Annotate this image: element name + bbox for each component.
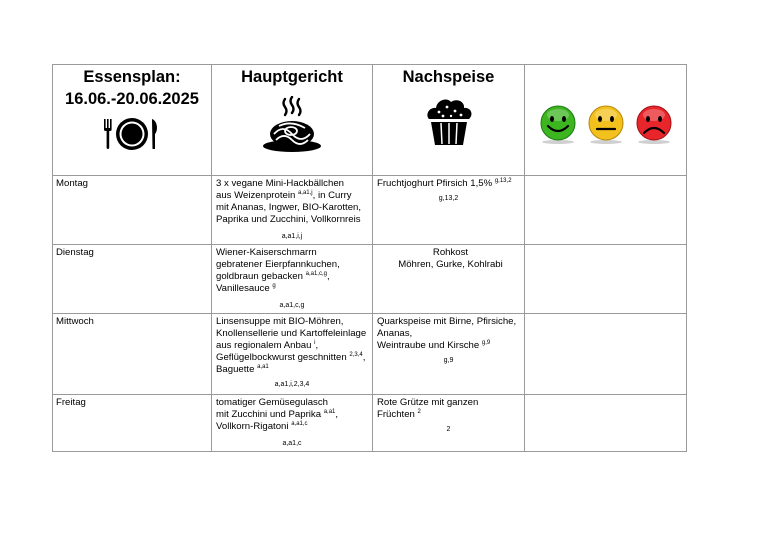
allergen-codes: a,a1,i,2,3,4 xyxy=(274,381,310,388)
dish-line: Knollensellerie und Kartoffeleinlage xyxy=(216,328,367,339)
muffin-icon xyxy=(423,97,475,147)
header-dessert-cell xyxy=(373,65,525,176)
day-label-cell xyxy=(53,245,212,314)
dish-line: Vanillesauce $^g$ xyxy=(216,283,276,294)
dish-line: Linsensuppe mit BIO-Möhren, xyxy=(216,316,344,327)
day-label: Montag xyxy=(56,178,88,189)
plate-cutlery-icon xyxy=(102,117,162,151)
header-rating-cell xyxy=(525,65,687,176)
spaghetti-plate-icon xyxy=(261,96,323,154)
neutral-smiley-icon[interactable] xyxy=(584,105,628,145)
dessert-cell xyxy=(373,395,525,452)
header-title-cell xyxy=(53,65,212,176)
dish-line: aus regionalem Anbau $^i$, xyxy=(216,340,319,351)
dessert-heading: Nachspeise xyxy=(402,68,495,86)
dish-line: Früchten $^2$ xyxy=(377,409,421,420)
plan-date-range: 16.06.-20.06.2025 xyxy=(65,90,199,108)
dish-line: Rote Grütze mit ganzen xyxy=(377,397,479,408)
dessert-text xyxy=(373,176,524,190)
main-course-heading: Hauptgericht xyxy=(241,68,343,86)
dessert-text xyxy=(373,245,524,271)
main-course-cell xyxy=(212,395,373,452)
dish-line: Möhren, Gurke, Kohlrabi xyxy=(398,259,503,270)
allergen-codes: a,a1,c xyxy=(282,440,302,447)
dish-line: Baguette $^{a,a1}$ xyxy=(216,364,269,375)
dessert-cell xyxy=(373,245,525,314)
allergen-codes: g,9 xyxy=(443,357,454,364)
day-row xyxy=(53,176,687,245)
dessert-text xyxy=(373,395,524,421)
day-label: Freitag xyxy=(56,397,86,408)
rating-cell[interactable] xyxy=(525,245,687,314)
dish-line: Fruchtjoghurt Pfirsich 1,5% $^{g,13,2}$ xyxy=(377,178,512,189)
dish-line: Weintraube und Kirsche $^{g,9}$ xyxy=(377,340,491,351)
dessert-cell xyxy=(373,314,525,395)
dish-line: goldbraun gebacken $^{a,a1,c,g}$, xyxy=(216,271,330,282)
allergen-codes: a,a1,c,g xyxy=(279,302,305,309)
main-course-cell xyxy=(212,245,373,314)
dessert-text xyxy=(373,314,524,352)
rating-smileys xyxy=(525,105,686,145)
dish-line: Paprika und Zucchini, Vollkornreis xyxy=(216,214,361,225)
allergen-codes: g,13,2 xyxy=(438,195,459,202)
day-label-cell xyxy=(53,395,212,452)
dish-line: 3 x vegane Mini-Hackbällchen xyxy=(216,178,344,189)
day-label: Mittwoch xyxy=(56,316,94,327)
main-course-text xyxy=(212,314,372,376)
main-course-text xyxy=(212,245,372,295)
allergen-codes: 2 xyxy=(446,426,451,433)
dish-line: mit Ananas, Ingwer, BIO-Karotten, xyxy=(216,202,362,213)
rating-cell[interactable] xyxy=(525,395,687,452)
header-row xyxy=(53,65,687,176)
main-course-text xyxy=(212,395,372,433)
dish-line: Ananas, xyxy=(377,328,413,339)
dish-line: gebratener Eierpfannkuchen, xyxy=(216,259,340,270)
day-row xyxy=(53,314,687,395)
day-label-cell xyxy=(53,314,212,395)
header-main-cell xyxy=(212,65,373,176)
rating-cell[interactable] xyxy=(525,314,687,395)
day-label-cell xyxy=(53,176,212,245)
happy-smiley-icon[interactable] xyxy=(536,105,580,145)
dish-line: Vollkorn-Rigatoni $^{a,a1,c}$ xyxy=(216,421,308,432)
day-label: Dienstag xyxy=(56,247,94,258)
day-row xyxy=(53,395,687,452)
dish-line: aus Weizenprotein $^{a,a1,j}$, in Curry xyxy=(216,190,352,201)
plan-title: Essensplan: xyxy=(83,68,181,86)
dish-line: Rohkost xyxy=(432,247,469,258)
menu-table xyxy=(52,64,687,452)
rating-cell[interactable] xyxy=(525,176,687,245)
day-row xyxy=(53,245,687,314)
dish-line: tomatiger Gemüsegulasch xyxy=(216,397,328,408)
sad-smiley-icon[interactable] xyxy=(632,105,676,145)
dish-line: Wiener-Kaiserschmarrn xyxy=(216,247,317,258)
dish-line: Quarkspeise mit Birne, Pfirsiche, xyxy=(377,316,517,327)
dish-line: mit Zucchini und Paprika $^{a,a1}$, xyxy=(216,409,339,420)
main-course-cell xyxy=(212,176,373,245)
main-course-cell xyxy=(212,314,373,395)
allergen-codes: a,a1,i,j xyxy=(281,233,303,240)
dessert-cell xyxy=(373,176,525,245)
main-course-text xyxy=(212,176,372,226)
dish-line: Geflügelbockwurst geschnitten $^{2,3,4}$, xyxy=(216,352,366,363)
